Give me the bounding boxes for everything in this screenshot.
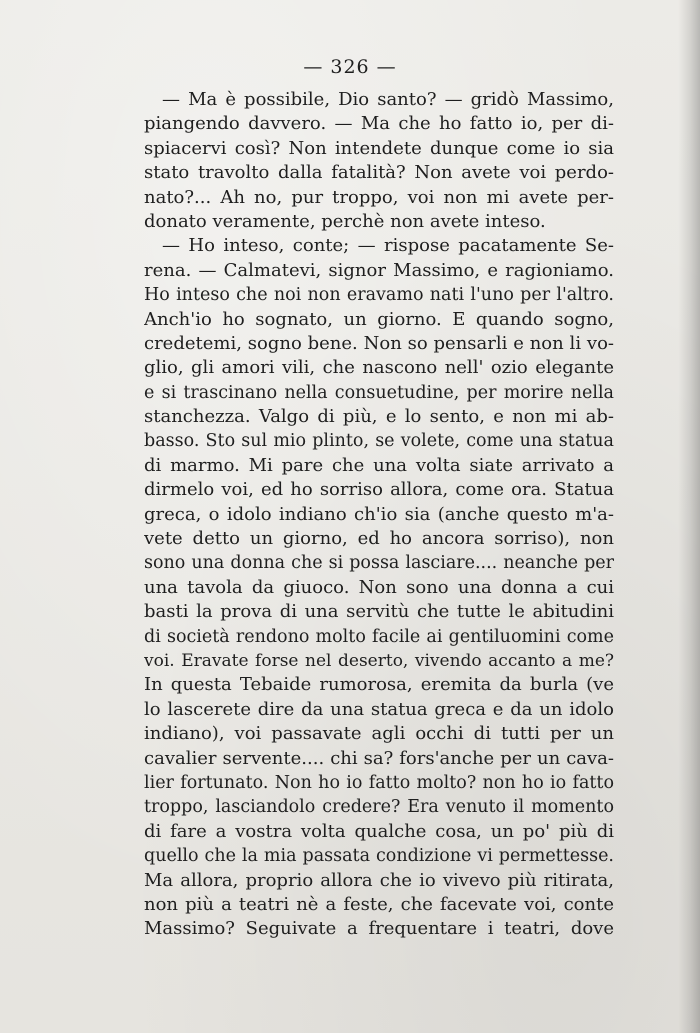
text-line: indiano), voi passavate agli occhi di tutti per un: [144, 723, 614, 745]
text-line: — Ma è possibile, Dio santo? — gridò Massimo,: [162, 89, 614, 110]
text-line: troppo, lasciandolo credere? Era venuto il momento: [144, 797, 614, 818]
text-line: voi. Eravate forse nel deserto, vivendo accanto a me?: [144, 650, 614, 671]
text-line: Anch'io ho sognato, un giorno. E quando sogno,: [144, 308, 614, 330]
body-text: [144, 88, 614, 942]
page-number: — 326 —: [303, 56, 397, 78]
text-line: lo lascerete dire da una statua greca e da un idolo: [144, 698, 614, 720]
text-line: una tavola da giuoco. Non sono una donna a cui: [144, 576, 614, 598]
text-line: rena. — Calmatevi, signor Massimo, e ragioniamo.: [144, 259, 614, 281]
text-line: cavalier servente.... chi sa? fors'anche per un cava-: [144, 747, 614, 769]
text-line: — Ho inteso, conte; — rispose pacatamente Se-: [162, 235, 614, 257]
text-line: non più a teatri nè a feste, che facevate voi, conte: [144, 893, 614, 915]
text-line: nato?... Ah no, pur troppo, voi non mi avete per-: [144, 186, 614, 208]
text-line: e si trascinano nella consuetudine, per morire nella: [144, 382, 614, 403]
text-line: basso. Sto sul mio plinto, se volete, come una statua: [144, 431, 614, 452]
text-line: donato veramente, perchè non avete inteso.: [144, 210, 546, 232]
text-line: Ma allora, proprio allora che io vivevo più ritirata,: [144, 869, 614, 891]
text-line: In questa Tebaide rumorosa, eremita da burla (ve: [144, 674, 614, 696]
text-line: sono una donna che si possa lasciare.... neanche per: [144, 553, 614, 574]
text-line: basti la prova di una servitù che tutte le abitudini: [144, 601, 614, 623]
text-line: stanchezza. Valgo di più, e lo sento, e non mi ab-: [144, 406, 614, 428]
text-line: lier fortunato. Non ho io fatto molto? non ho io fatto: [144, 772, 614, 793]
text-line: dirmelo voi, ed ho sorriso allora, come ora. Statua: [144, 479, 614, 501]
text-line: credetemi, sogno bene. Non so pensarli e non li vo-: [144, 332, 614, 354]
text-line: stato travolto dalla fatalità? Non avete voi perdo-: [144, 162, 614, 184]
text-line: di fare a vostra volta qualche cosa, un po' più di: [144, 820, 614, 842]
text-line: quello che la mia passata condizione vi permettesse.: [144, 846, 614, 867]
text-line: Massimo? Seguivate a frequentare i teatri, dove: [144, 918, 614, 940]
text-line: Ho inteso che noi non eravamo nati l'uno per l'altro.: [144, 285, 614, 306]
text-line: vete detto un giorno, ed ho ancora sorriso), non: [144, 528, 614, 550]
text-line: di società rendono molto facile ai gentiluomini come: [144, 626, 614, 647]
text-line: glio, gli amori vili, che nascono nell' ozio elegante: [144, 357, 614, 379]
text-line: greca, o idolo indiano ch'io sia (anche questo m'a-: [144, 503, 614, 525]
page-gutter-shadow: [678, 0, 700, 1033]
text-line: spiacervi così? Non intendete dunque come io sia: [144, 137, 614, 159]
text-line: piangendo davvero. — Ma che ho fatto io, per di-: [144, 113, 614, 135]
text-line: di marmo. Mi pare che una volta siate arrivato a: [144, 454, 614, 476]
